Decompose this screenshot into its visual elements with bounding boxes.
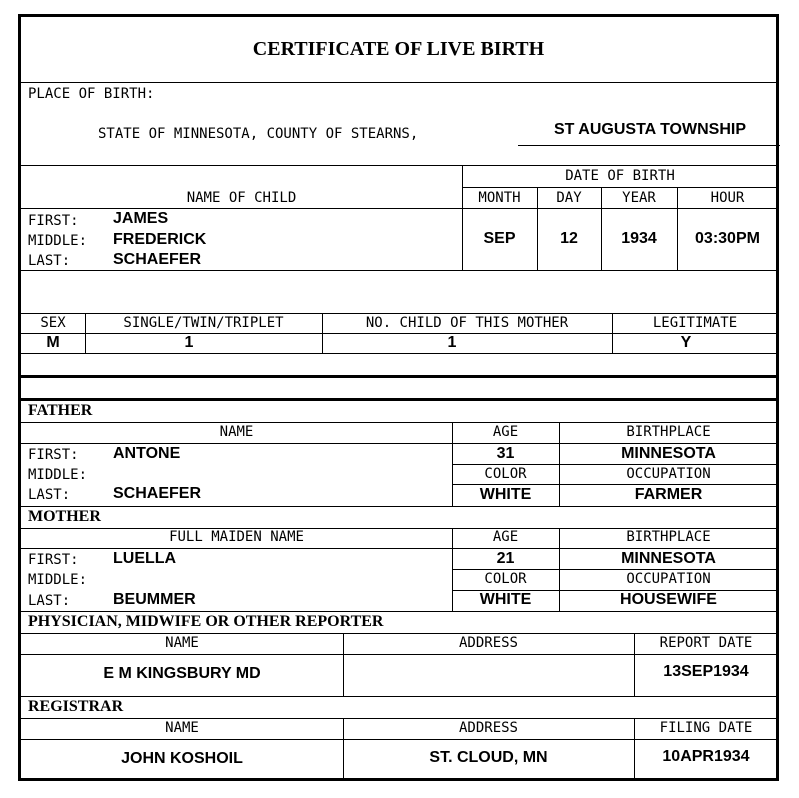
registrar-name: JOHN KOSHOIL <box>121 750 243 767</box>
section-divider <box>21 398 778 401</box>
divider <box>452 464 778 465</box>
child-number-value: 1 <box>447 334 457 351</box>
month-label: MONTH <box>478 190 521 206</box>
divider <box>21 718 778 719</box>
name-of-child-header: NAME OF CHILD <box>186 190 297 206</box>
child-middle-label: MIDDLE: <box>28 233 88 249</box>
mother-section-title: MOTHER <box>28 508 101 525</box>
section-divider <box>21 375 778 378</box>
divider <box>21 165 778 166</box>
plurality-label: SINGLE/TWIN/TRIPLET <box>123 315 284 331</box>
place-of-birth-text: STATE OF MINNESOTA, COUNTY OF STEARNS, <box>98 126 419 142</box>
father-birthplace-label: BIRTHPLACE <box>626 424 711 440</box>
year-label: YEAR <box>622 190 656 206</box>
father-first-label: FIRST: <box>28 447 79 463</box>
child-first-label: FIRST: <box>28 213 79 229</box>
mother-occupation-label: OCCUPATION <box>626 571 711 587</box>
divider <box>21 654 778 655</box>
registrar-address: ST. CLOUD, MN <box>429 749 548 766</box>
divider <box>21 506 778 507</box>
report-date: 13SEP1934 <box>663 663 749 680</box>
hour-label: HOUR <box>710 190 745 206</box>
legitimate-value: Y <box>680 334 692 351</box>
divider <box>21 548 778 549</box>
filing-date: 10APR1934 <box>662 748 750 765</box>
father-occupation-label: OCCUPATION <box>626 466 711 482</box>
mother-last-name: BEUMMER <box>113 591 196 608</box>
father-middle-label: MIDDLE: <box>28 467 88 483</box>
divider <box>21 270 778 271</box>
place-of-birth-label: PLACE OF BIRTH: <box>28 86 155 102</box>
mother-age: 21 <box>496 550 515 567</box>
sex-label: SEX <box>40 315 66 331</box>
legitimate-label: LEGITIMATE <box>652 315 738 331</box>
physician-name-label: NAME <box>165 635 199 651</box>
plurality-value: 1 <box>184 334 194 351</box>
mother-birthplace-label: BIRTHPLACE <box>626 529 711 545</box>
divider <box>452 569 778 570</box>
sex-value: M <box>46 334 60 351</box>
day-label: DAY <box>556 190 582 206</box>
child-last-label: LAST: <box>28 253 71 269</box>
father-last-name: SCHAEFER <box>113 485 202 502</box>
divider <box>21 208 778 209</box>
father-first-name: ANTONE <box>113 445 181 462</box>
child-last-name: SCHAEFER <box>113 251 202 268</box>
father-age: 31 <box>496 445 515 462</box>
divider <box>21 313 778 314</box>
birth-hour: 03:30PM <box>695 230 760 247</box>
child-middle-name: FREDERICK <box>113 231 207 248</box>
father-color: WHITE <box>479 486 532 503</box>
mother-color: WHITE <box>479 591 532 608</box>
divider <box>21 739 778 740</box>
father-age-label: AGE <box>492 424 519 440</box>
physician-section-title: PHYSICIAN, MIDWIFE OR OTHER REPORTER <box>28 613 384 630</box>
birth-day: 12 <box>560 230 578 247</box>
divider <box>21 611 778 612</box>
mother-color-label: COLOR <box>484 571 527 587</box>
mother-birthplace: MINNESOTA <box>621 550 716 567</box>
father-birthplace: MINNESOTA <box>621 445 716 462</box>
divider <box>21 443 778 444</box>
divider <box>21 633 778 634</box>
birth-year: 1934 <box>621 230 657 247</box>
mother-last-label: LAST: <box>28 593 71 609</box>
father-name-header: NAME <box>219 424 254 440</box>
date-of-birth-header: DATE OF BIRTH <box>565 168 675 184</box>
birth-month: SEP <box>483 230 516 247</box>
certificate-title: CERTIFICATE OF LIVE BIRTH <box>252 38 545 60</box>
mother-age-label: AGE <box>492 529 519 545</box>
physician-address-label: ADDRESS <box>458 635 518 651</box>
mother-first-name: LUELLA <box>113 550 177 567</box>
mother-first-label: FIRST: <box>28 552 79 568</box>
filing-date-label: FILING DATE <box>659 720 753 736</box>
divider <box>21 696 778 697</box>
physician-name: E M KINGSBURY MD <box>103 665 261 682</box>
child-first-name: JAMES <box>113 210 169 227</box>
birth-township: ST AUGUSTA TOWNSHIP <box>554 121 746 138</box>
township-underline <box>518 145 780 146</box>
divider <box>452 484 778 485</box>
divider <box>21 82 778 83</box>
registrar-name-label: NAME <box>165 720 199 736</box>
father-occupation: FARMER <box>634 486 703 503</box>
father-last-label: LAST: <box>28 487 71 503</box>
registrar-address-label: ADDRESS <box>458 720 518 736</box>
mother-occupation: HOUSEWIFE <box>620 591 717 608</box>
report-date-label: REPORT DATE <box>659 635 753 651</box>
registrar-section-title: REGISTRAR <box>28 698 124 715</box>
child-number-label: NO. CHILD OF THIS MOTHER <box>365 315 569 331</box>
divider <box>462 187 778 188</box>
divider <box>21 353 778 354</box>
mother-name-header: FULL MAIDEN NAME <box>169 529 304 545</box>
father-color-label: COLOR <box>484 466 527 482</box>
divider <box>21 422 778 423</box>
mother-middle-label: MIDDLE: <box>28 572 88 588</box>
father-section-title: FATHER <box>28 402 93 419</box>
